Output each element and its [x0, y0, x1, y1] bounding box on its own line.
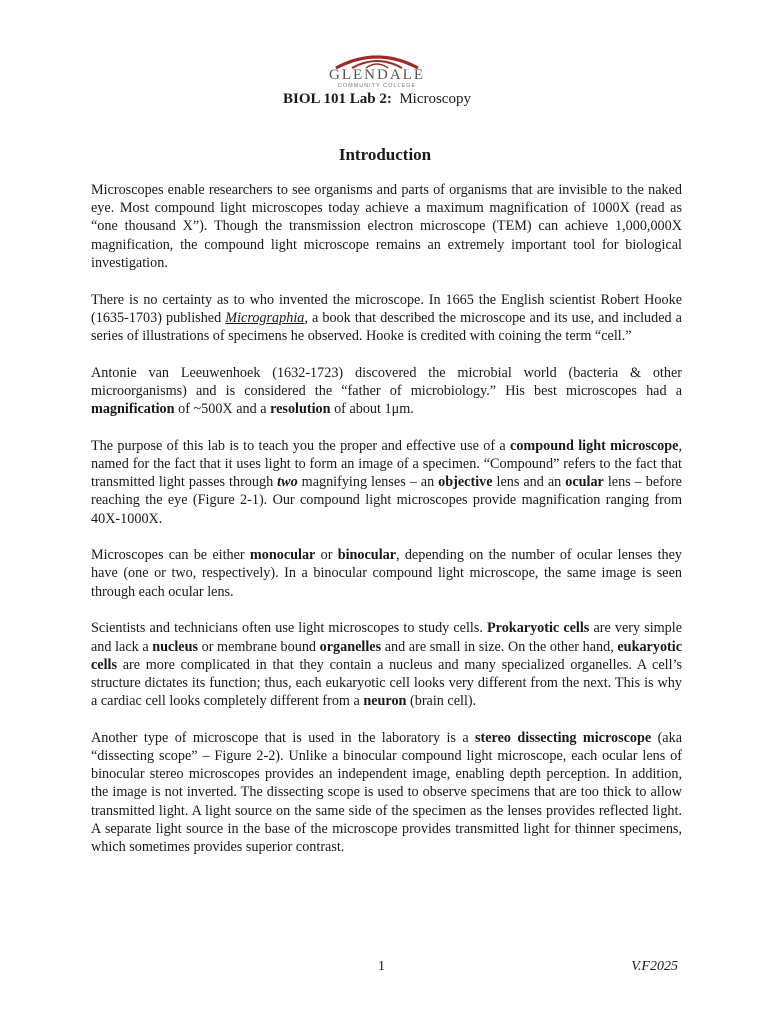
- term-compound-light-microscope: compound light microscope: [510, 437, 679, 454]
- paragraph-6: Scientists and technicians often use light microscopes to study cells. Prokaryotic cells are very simple and lack a nucleus or membrane bound organelles and are small in size. On the other hand, eukaryotic cells are more complicated in that they contain a nucleus and many specialized organelles. A cell’s structure dictates its function; thus, each eukaryotic cell looks very different from the next. This is why a cardiac cell looks completely different from a neuron (brain cell).: [91, 620, 683, 710]
- term-stereo-dissecting-microscope: stereo dissecting microscope: [475, 729, 652, 746]
- term-monocular: monocular: [249, 547, 316, 564]
- term-ocular: ocular: [565, 474, 604, 491]
- term-nucleus: nucleus: [152, 638, 198, 655]
- term-organelles: organelles: [319, 638, 382, 655]
- paragraph-1: Microscopes enable researchers to see organisms and parts of organisms that are invisible to the naked eye. Most compound light microscopes today achieve a maximum magnification of 1000X (read as “one thousand X”). Though the transmission electron microscope (TEM) can achieve 1,000,000X magnification, the compound light microscope remains an extremely important tool for biological investigation.: [91, 182, 682, 271]
- paragraph-2: There is no certainty as to who invented the microscope. In 1665 the English scientist Robert Hooke (1635-1703) published Micrographia, a book that described the microscope and its use, and included a series of illustrations of specimens he observed. Hooke is credited with coining the term “cell.”: [91, 291, 682, 344]
- term-resolution: resolution: [270, 401, 331, 418]
- micrographia-title: Micrographia: [225, 309, 305, 326]
- college-logo: [322, 50, 432, 95]
- paragraph-5: Microscopes can be either monocular or binocular, depending on the number of ocular lenses they have (one or two, respectively). In a binocular compound light microscope, the same image is seen through each ocular lens.: [91, 547, 682, 600]
- term-two: two: [277, 474, 298, 491]
- version-label: V.F2025: [631, 959, 678, 974]
- document-title: [0, 91, 754, 108]
- course-code: BIOL 101 Lab 2:: [283, 91, 392, 107]
- lab-topic: Microscopy: [399, 91, 471, 107]
- paragraph-7: Another type of microscope that is used in the laboratory is a stereo dissecting microscope (aka “dissecting scope” – Figure 2-2). Unlike a binocular compound light microscope, each ocular lens of binocular stereo microscopes provides an independent image, enabling depth perception. In addition, the image is not inverted. The dissecting scope is used to observe specimens that are too thick to allow transmitted light. A light source on the same side of the specimen as the lenses provides reflected light. A separate light source in the base of the microscope provides transmitted light for thinner specimens, which sometimes provides superior contrast.: [91, 729, 682, 856]
- term-eukaryotic-cells: eukaryotic cells: [91, 638, 682, 673]
- paragraph-4: The purpose of this lab is to teach you the proper and effective use of a compound light microscope, named for the fact that it uses light to form an image of a specimen. “Compound” refers to the fact that transmitted light passes through two magnifying lenses – an objective lens and an ocular lens – before reaching the eye (Figure 2-1). Our compound light microscopes provide magnification ranging from 40X-1000X.: [91, 437, 683, 527]
- term-prokaryotic-cells: Prokaryotic cells: [487, 620, 590, 637]
- term-objective: objective: [438, 474, 493, 491]
- section-heading: Introduction: [338, 145, 432, 164]
- logo-wordmark: GLENDALE: [329, 67, 425, 83]
- page-number: 1: [378, 959, 385, 974]
- paragraph-3: Antonie van Leeuwenhoek (1632-1723) discovered the microbial world (bacteria & other microorganisms) and is considered the “father of microbiology.” His best microscopes had a magnification of ~500X and a resolution of about 1μm.: [91, 364, 682, 418]
- logo-subtitle: COMMUNITY COLLEGE: [337, 83, 417, 89]
- body-text: [91, 181, 682, 875]
- term-magnification: magnification: [91, 401, 175, 418]
- term-neuron: neuron: [363, 693, 407, 710]
- term-binocular: binocular: [337, 547, 397, 564]
